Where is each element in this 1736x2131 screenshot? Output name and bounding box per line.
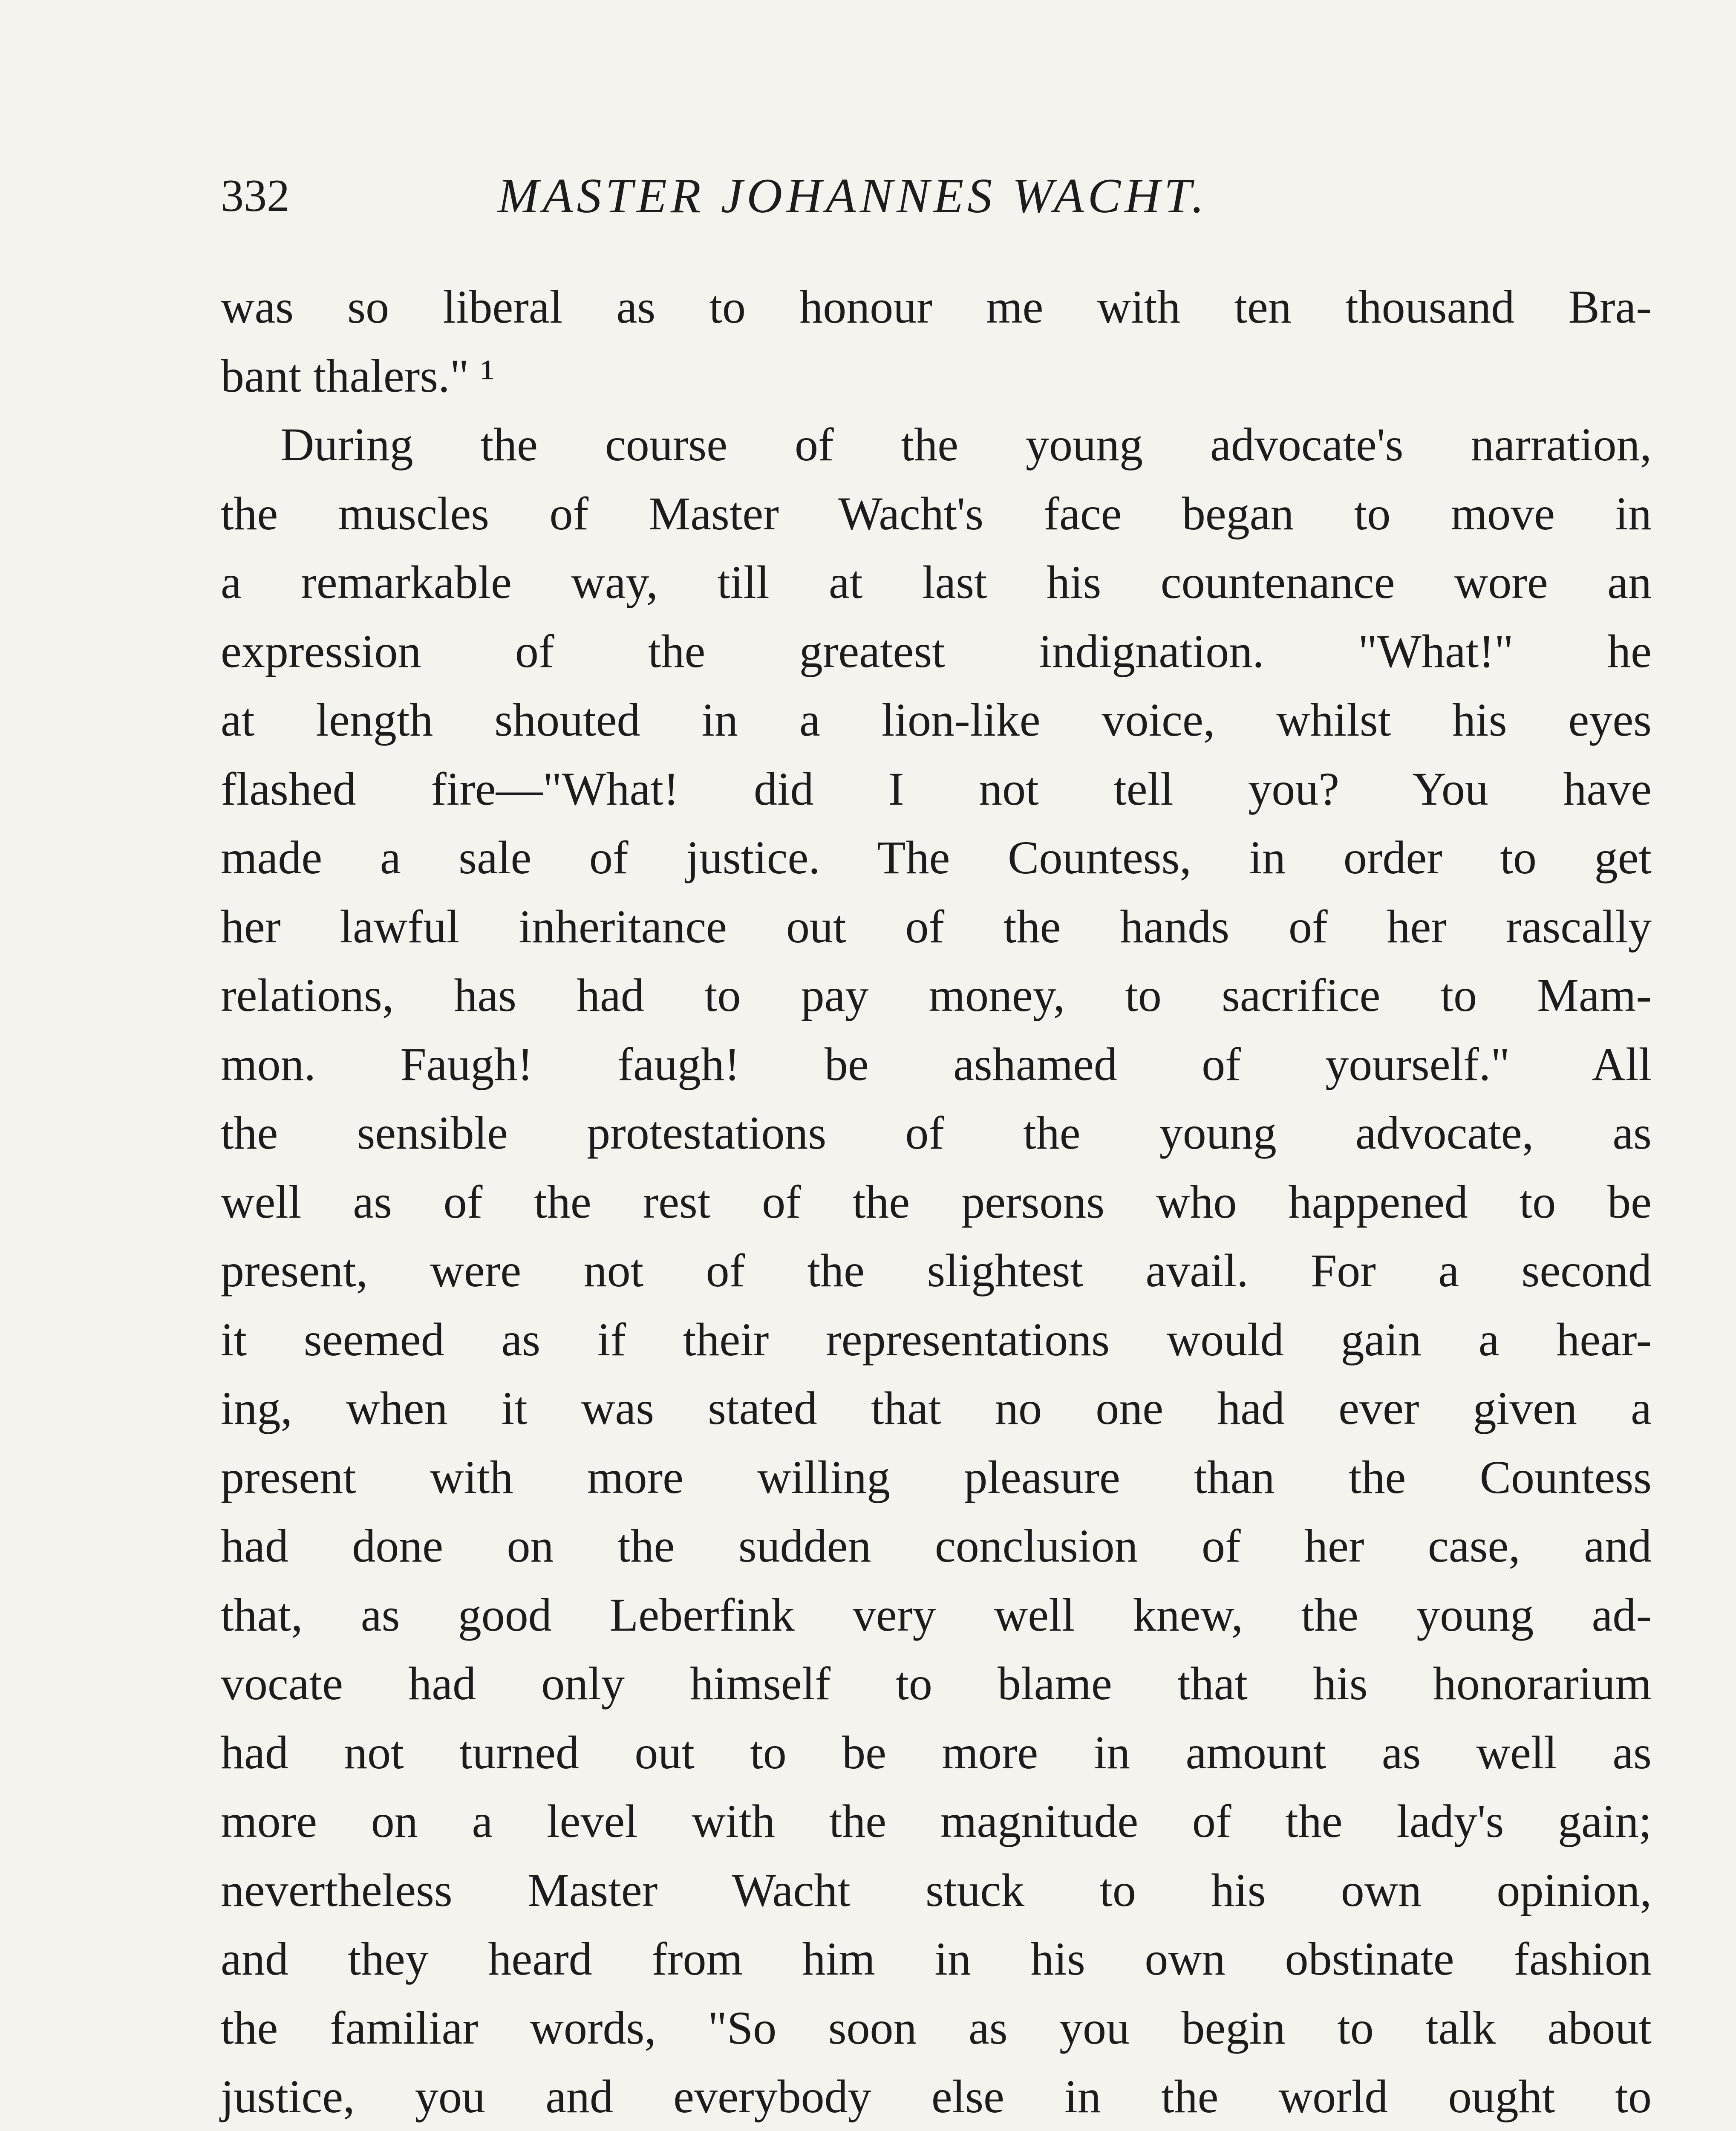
text-line: at length shouted in a lion-like voice, whilst his eyes xyxy=(221,694,1652,746)
text-line: the sensible protestations of the young advocate, as xyxy=(221,1107,1652,1159)
text-line: made a sale of justice. The Countess, in order to get xyxy=(221,832,1652,884)
text-line: nevertheless Master Wacht stuck to his own opinion, xyxy=(221,1864,1652,1916)
text-line: it seemed as if their representations would gain a hear- xyxy=(221,1313,1652,1366)
text-line: present, were not of the slightest avail. For a second xyxy=(221,1245,1652,1297)
text-line: and they heard from him in his own obstinate fashion xyxy=(221,1933,1652,1985)
text-line: During the course of the young advocate's narration, xyxy=(280,419,1652,471)
text-line: that, as good Leberfink very well knew, the young ad- xyxy=(221,1588,1652,1641)
body-text xyxy=(221,273,1652,2131)
text-line: was so liberal as to honour me with ten thousand Bra- xyxy=(221,281,1652,333)
text-line: had done on the sudden conclusion of her case, and xyxy=(221,1520,1652,1572)
page-header xyxy=(221,164,1414,228)
page-number: 332 xyxy=(221,170,290,221)
text-line: the familiar words, "So soon as you begin to talk about xyxy=(221,2001,1652,2054)
text-line: flashed fire—"What! did I not tell you? You have xyxy=(221,762,1652,815)
text-line: bant thalers." ¹ xyxy=(221,349,495,402)
text-line: a remarkable way, till at last his countenance wore an xyxy=(221,556,1652,608)
text-line: ing, when it was stated that no one had ever given a xyxy=(221,1382,1652,1434)
text-line: relations, has had to pay money, to sacrifice to Mam- xyxy=(221,969,1652,1021)
text-line: her lawful inheritance out of the hands of her rascally xyxy=(221,900,1652,953)
text-line: expression of the greatest indignation. "What!" he xyxy=(221,625,1652,677)
text-line: present with more willing pleasure than the Countess xyxy=(221,1451,1652,1503)
text-line: well as of the rest of the persons who happened to be xyxy=(221,1175,1652,1228)
text-line: vocate had only himself to blame that his honorarium xyxy=(221,1657,1652,1709)
text-line: mon. Faugh! faugh! be ashamed of yourself." All xyxy=(221,1038,1652,1090)
text-line: more on a level with the magnitude of the lady's gain; xyxy=(221,1795,1652,1847)
text-line: had not turned out to be more in amount as well as xyxy=(221,1726,1652,1779)
text-line: the muscles of Master Wacht's face began to move in xyxy=(221,487,1652,540)
text-line: justice, you and everybody else in the world ought to xyxy=(221,2070,1652,2122)
running-title: MASTER JOHANNES WACHT. xyxy=(498,169,1208,223)
